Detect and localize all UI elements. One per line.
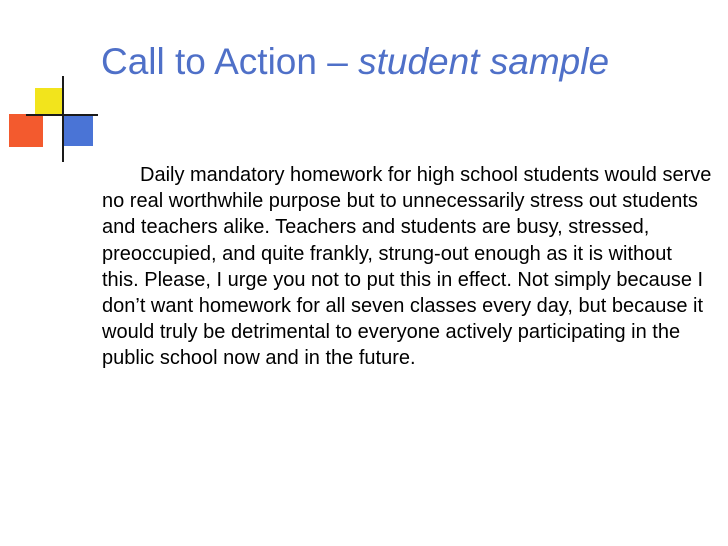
yellow-square-decoration bbox=[35, 88, 62, 116]
orange-square-decoration bbox=[9, 114, 43, 147]
slide-body-text: Daily mandatory homework for high school students would serve no real worthwhile purpose but to unnecessarily stress out students and teachers alike. Teachers and students are busy, stressed, preoccupied, and quite frankly, strung-out enough as it is without this. Please, I urge you not to put this in effect. Not simply because I don’t want homework for all seven classes every day, but because it would truly be detrimental to everyone actively participating in the public school now and in the future. bbox=[102, 164, 712, 370]
vertical-line-decoration bbox=[62, 76, 64, 162]
slide-title bbox=[101, 39, 701, 84]
corner-decoration bbox=[0, 0, 100, 170]
blue-square-decoration bbox=[63, 114, 93, 146]
slide-title-italic: student sample bbox=[358, 41, 610, 82]
slide-title-main: Call to Action – bbox=[101, 41, 359, 82]
horizontal-line-decoration bbox=[26, 114, 98, 116]
